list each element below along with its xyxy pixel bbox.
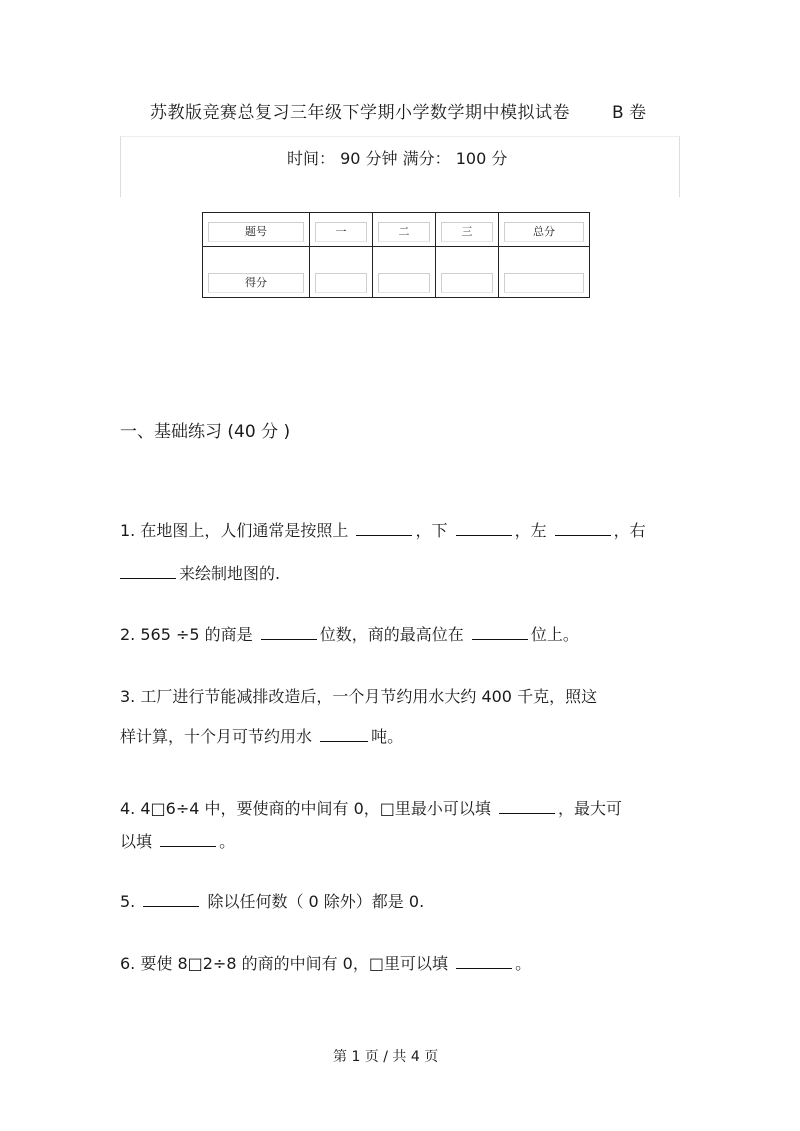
score-table (202, 212, 590, 298)
question-3-line-1: 3. 工厂进行节能减排改造后，一个月节约用水大约 400 千克，照这 (120, 687, 598, 706)
score-cell[interactable] (373, 247, 436, 298)
score-table-header-cell: 一 (310, 213, 373, 247)
question-4-line-2: 以填 。 (120, 832, 236, 851)
answer-blank[interactable] (456, 521, 512, 536)
answer-blank[interactable] (143, 892, 199, 907)
score-cell-total[interactable] (499, 247, 590, 298)
exam-version: B 卷 (612, 103, 647, 123)
score-table-header-cell: 三 (436, 213, 499, 247)
score-table-header-row (203, 213, 590, 247)
question-2: 2. 565 ÷5 的商是 位数，商的最高位在 位上。 (120, 625, 579, 644)
question-1-line-2: 来绘制地图的. (120, 563, 280, 585)
answer-blank[interactable] (456, 954, 512, 969)
question-5: 5. 除以任何数（ 0 除外）都是 0. (120, 892, 425, 911)
score-table-score-row (203, 247, 590, 298)
score-cell[interactable] (436, 247, 499, 298)
score-table-header-cell: 题号 (203, 213, 310, 247)
answer-blank[interactable] (120, 564, 176, 579)
answer-blank[interactable] (356, 521, 412, 536)
score-table-header-cell: 总分 (499, 213, 590, 247)
answer-blank[interactable] (499, 799, 555, 814)
page-footer: 第 1 页 / 共 4 页 (333, 1049, 439, 1065)
score-cell[interactable] (310, 247, 373, 298)
answer-blank[interactable] (320, 727, 368, 742)
answer-blank[interactable] (160, 832, 216, 847)
score-table-row-label: 得分 (203, 247, 310, 298)
question-6: 6. 要使 8□2÷8 的商的中间有 0，□里可以填 。 (120, 954, 532, 973)
answer-blank[interactable] (472, 625, 528, 640)
time-info: 时间： 90 分钟 满分： 100 分 (287, 149, 508, 168)
answer-blank[interactable] (261, 625, 317, 640)
answer-blank[interactable] (555, 521, 611, 536)
exam-title: 苏教版竞赛总复习三年级下学期小学数学期中模拟试卷 (150, 103, 570, 123)
score-table-header-cell: 二 (373, 213, 436, 247)
question-3-line-2: 样计算，十个月可节约用水 吨。 (120, 727, 404, 746)
question-1-line-1: 1. 在地图上，人们通常是按照上 ，下 ，左 ，右 (120, 521, 646, 540)
question-4-line-1: 4. 4□6÷4 中，要使商的中间有 0，□里最小可以填 ，最大可 (120, 799, 622, 818)
section-title: 一、基础练习 (40 分 ) (120, 422, 291, 442)
